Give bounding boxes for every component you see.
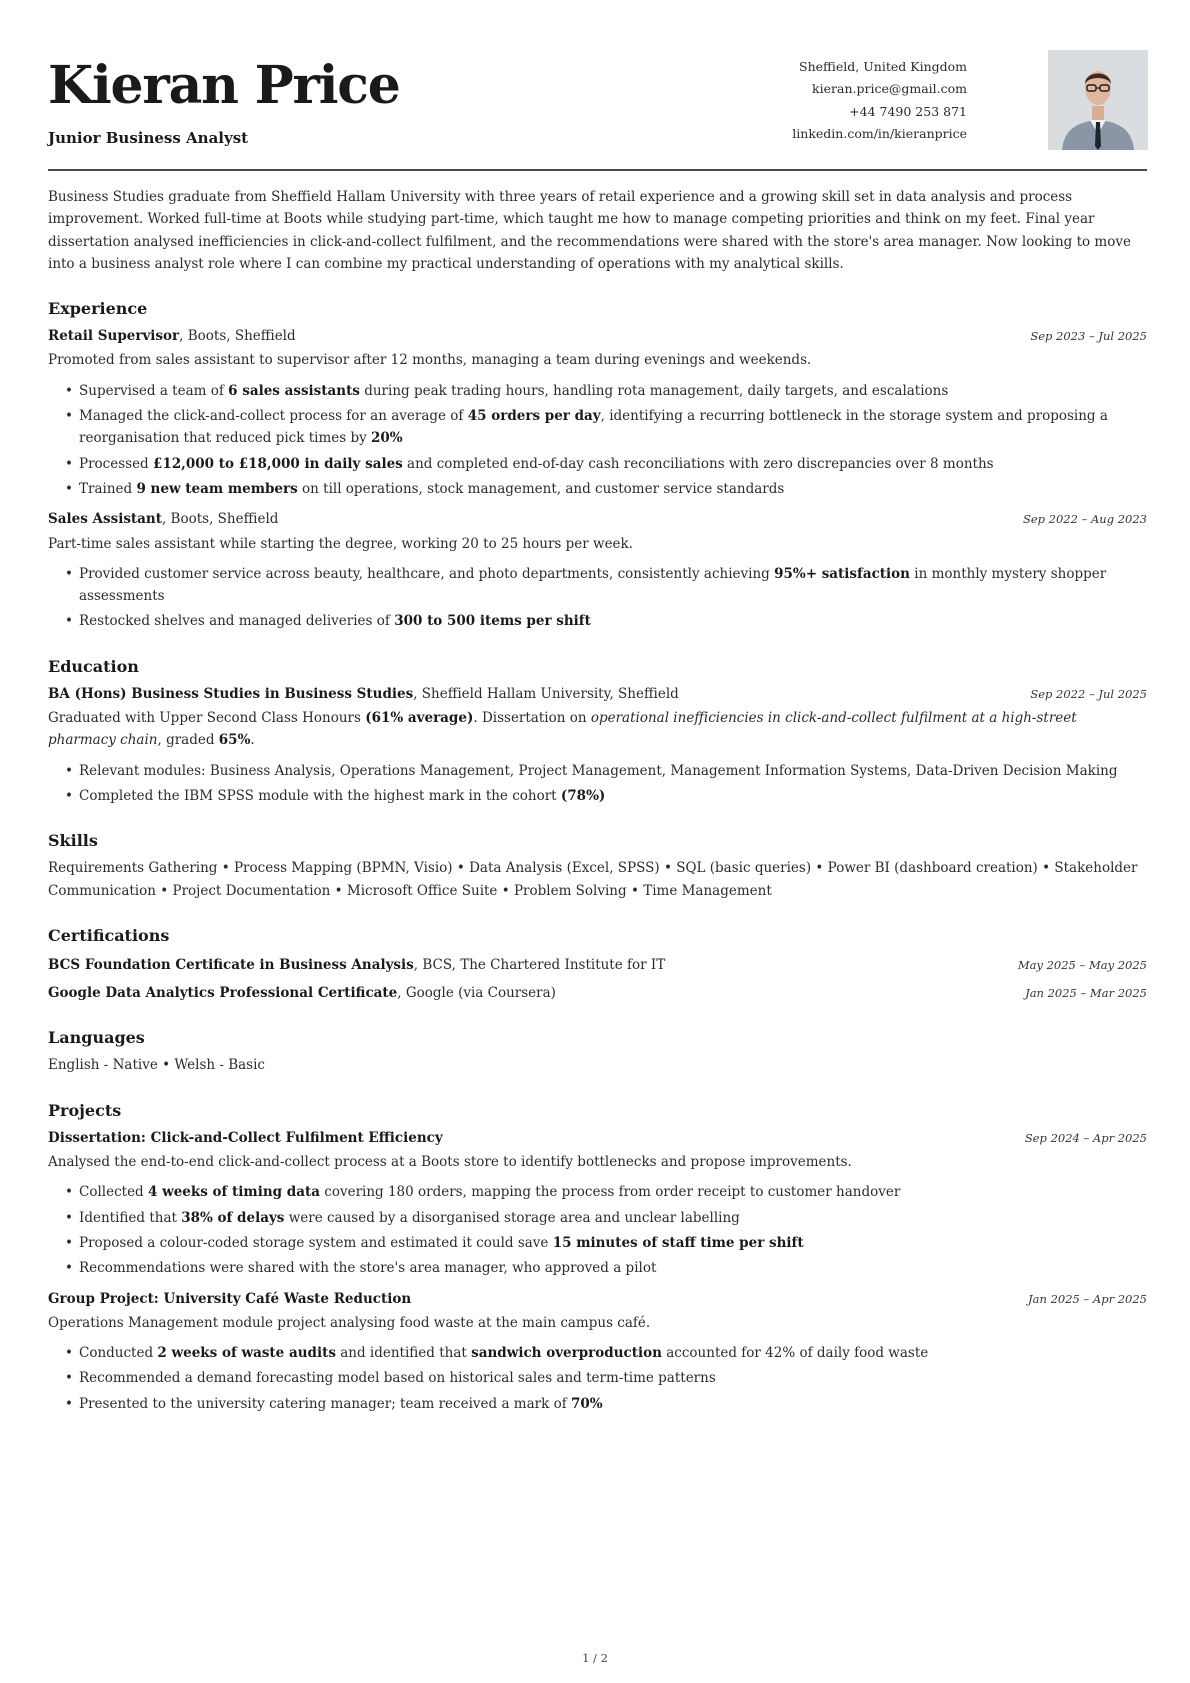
entry-title: Retail Supervisor [48,328,180,345]
bullet-text: were caused by a disorganised storage area and unclear labelling [284,1209,740,1226]
bullet-text: Completed the IBM SPSS module with the highest mark in the cohort [79,787,561,804]
bullet-highlight: 15 minutes of staff time per shift [552,1234,804,1251]
entry-title-line [48,954,665,976]
bullet-text: and identified that [335,1345,472,1362]
experience-list [48,325,1147,633]
contact-block [607,56,967,145]
languages-list: English - Native • Welsh - Basic [48,1057,265,1074]
entry-organization: , Sheffield Hallam University, Sheffield [413,685,679,702]
bullet-text: Recommendations were shared with the store's area manager, who approved a pilot [79,1260,657,1277]
bullet-item [79,1257,1147,1279]
description-fragment: . [250,732,255,749]
bullet-text: , identifying a recurring bottleneck in the storage system and proposing a reorganisation that reduced pick times by [79,408,1108,447]
bullet-highlight: sandwich overproduction [471,1345,662,1362]
entry-organization: , Boots, Sheffield [179,328,296,345]
entry-title: Sales Assistant [48,511,162,528]
entry-title: BCS Foundation Certificate in Business Analysis [48,956,414,973]
certification-entry [48,954,1147,976]
entry-header [48,683,1147,705]
bullet-item [79,478,1147,500]
bullet-text: during peak trading hours, handling rota management, daily targets, and escalations [359,382,949,399]
entry-title: BA (Hons) Business Studies in Business Studies [48,685,414,702]
entry-date: Sep 2024 – Apr 2025 [1024,1130,1147,1145]
bullet-text: Supervised a team of [79,382,229,399]
bullet-item [79,610,1147,632]
entry-description: Operations Management module project analysing food waste at the main campus café. [48,1314,651,1331]
entry-date: Sep 2022 – Aug 2023 [1022,512,1147,527]
bullet-text: accounted for 42% of daily food waste [661,1345,929,1362]
bullet-highlight: 9 new team members [136,480,298,497]
contact-linkedin[interactable]: linkedin.com/in/kieranprice [792,125,967,141]
entry-header [48,982,1147,1004]
education-entry [48,683,1147,807]
bullet-highlight: 2 weeks of waste audits [157,1345,336,1362]
entry-header [48,325,1147,347]
experience-entry [48,325,1147,500]
bullet-item [79,785,1147,807]
projects-list [48,1127,1147,1415]
entry-description [48,707,1147,752]
description-fragment: operational inefficiencies in click-and-collect fulfilment at a high-street pharmacy chain [48,710,1077,749]
certification-entry [48,982,1147,1004]
bullet-highlight: £12,000 to £18,000 in daily sales [153,455,403,472]
header-divider [48,169,1147,171]
entry-date: Jan 2025 – Apr 2025 [1028,1291,1147,1306]
description-fragment: Graduated with Upper Second Class Honours [48,710,366,727]
skills-list: Requirements Gathering • Process Mapping (BPMN, Visio) • Data Analysis (Excel, SPSS) • SQL (basic queries) • Power BI (dashboard creation) • Stakeholder Communication • Project Documentation • Microsoft Office Suite • Problem Solving • Time Management [48,860,1138,899]
bullet-text: Processed [79,455,153,472]
entry-description: Analysed the end-to-end click-and-collect process at a Boots store to identify bottlenecks and propose improvements. [48,1154,852,1171]
section-title-languages: Languages [48,1028,145,1048]
bullet-highlight: 95%+ satisfaction [774,565,910,582]
bullet-item [79,1367,1147,1389]
summary-text: Business Studies graduate from Sheffield Hallam University with three years of retail experience and a growing skill set in data analysis and process improvement. Worked full-time at Boots while studying part-time, which taught me how to manage competing priorities and think on my feet. Final year dissertation analysed inefficiencies in click-and-collect fulfilment, and the recommendations were shared with the store's area manager. Now looking to move into a business analyst role where I can combine my practical understanding of operations with my analytical skills. [48,189,1131,272]
bullet-item [79,1232,1147,1254]
bullet-highlight: 45 orders per day [467,408,601,425]
bullet-highlight: 6 sales assistants [228,382,360,399]
entry-date: Jan 2025 – Mar 2025 [1025,986,1147,1001]
entry-header [48,1127,1147,1149]
entry-date: Sep 2022 – Jul 2025 [1030,686,1147,701]
education-list [48,683,1147,807]
bullet-highlight: 38% of delays [181,1209,285,1226]
bullet-text: and completed end-of-day cash reconciliations with zero discrepancies over 8 months [402,455,994,472]
bullet-text: Provided customer service across beauty, healthcare, and photo departments, consistently achieving [79,565,775,582]
entry-header [48,1288,1147,1310]
bullet-text: Identified that [79,1209,182,1226]
section-title-projects: Projects [48,1100,122,1120]
bullet-item [79,1393,1147,1415]
bullet-text: Restocked shelves and managed deliveries of [79,613,395,630]
bullet-item [79,1207,1147,1229]
entry-title-line [48,1288,411,1310]
bullet-highlight: (78%) [560,787,606,804]
section-title-experience: Experience [48,299,148,319]
bullet-text: Collected [79,1184,148,1201]
resume-content [48,186,1147,1421]
bullet-text: Conducted [79,1345,158,1362]
section-title-skills: Skills [48,831,98,851]
bullet-text: on till operations, stock management, and customer service standards [297,480,785,497]
bullet-list [48,1342,1147,1415]
entry-title-line [48,1127,443,1149]
entry-title-line [48,325,296,347]
bullet-item [79,380,1147,402]
entry-header [48,954,1147,976]
bullet-item [79,563,1147,608]
profile-photo [1048,50,1148,150]
contact-location: Sheffield, United Kingdom [799,59,967,74]
page-number: 1 / 2 [582,1651,608,1665]
bullet-list [48,760,1147,808]
entry-header [48,508,1147,530]
contact-email[interactable]: kieran.price@gmail.com [812,81,967,97]
description-fragment: (61% average) [365,710,474,727]
entry-title-line [48,982,556,1004]
contact-phone[interactable]: +44 7490 253 871 [849,103,967,119]
bullet-text: Proposed a colour-coded storage system and estimated it could save [79,1234,553,1251]
description-fragment: , graded [157,732,219,749]
bullet-item [79,453,1147,475]
bullet-list [48,1181,1147,1279]
bullet-text: covering 180 orders, mapping the process from order receipt to customer handover [319,1184,901,1201]
bullet-highlight: 20% [371,430,403,447]
entry-organization: , Boots, Sheffield [161,511,279,528]
entry-title: Google Data Analytics Professional Certificate [48,985,398,1002]
experience-entry [48,508,1147,632]
bullet-item [79,1342,1147,1364]
projects-entry [48,1288,1147,1415]
entry-title: Group Project: University Café Waste Reduction [48,1290,412,1307]
bullet-list [48,380,1147,500]
entry-organization: , Google (via Coursera) [397,985,556,1002]
bullet-text: Presented to the university catering manager; team received a mark of [79,1395,571,1412]
candidate-name: Kieran Price [48,55,400,116]
bullet-text: Trained [79,480,137,497]
section-title-education: Education [48,656,139,676]
entry-title: Dissertation: Click-and-Collect Fulfilment Efficiency [48,1129,443,1146]
bullet-highlight: 300 to 500 items per shift [394,613,591,630]
bullet-text: Relevant modules: Business Analysis, Operations Management, Project Management, Management Information Systems, Data-Driven Decision Making [79,762,1118,779]
bullet-text: Managed the click-and-collect process for an average of [79,408,468,425]
certifications-list [48,954,1147,1005]
entry-title-line [48,683,679,705]
entry-title-line [48,508,278,530]
bullet-highlight: 4 weeks of timing data [148,1184,320,1201]
entry-description: Promoted from sales assistant to supervisor after 12 months, managing a team during evenings and weekends. [48,352,812,369]
entry-description: Part-time sales assistant while starting the degree, working 20 to 25 hours per week. [48,535,634,552]
bullet-item [79,405,1147,450]
bullet-item [79,760,1147,782]
bullet-list [48,563,1147,633]
entry-date: May 2025 – May 2025 [1017,957,1147,972]
candidate-headline: Junior Business Analyst [48,129,249,147]
bullet-item [79,1181,1147,1203]
projects-entry [48,1127,1147,1280]
section-title-certifications: Certifications [48,925,170,945]
bullet-text: Recommended a demand forecasting model based on historical sales and term-time patterns [79,1370,716,1387]
entry-date: Sep 2023 – Jul 2025 [1030,329,1147,344]
bullet-highlight: 70% [570,1395,603,1412]
description-fragment: 65% [218,732,251,749]
entry-organization: , BCS, The Chartered Institute for IT [413,956,666,973]
bullet-text: in monthly mystery shopper assessments [79,565,1107,605]
description-fragment: . Dissertation on [473,710,591,727]
